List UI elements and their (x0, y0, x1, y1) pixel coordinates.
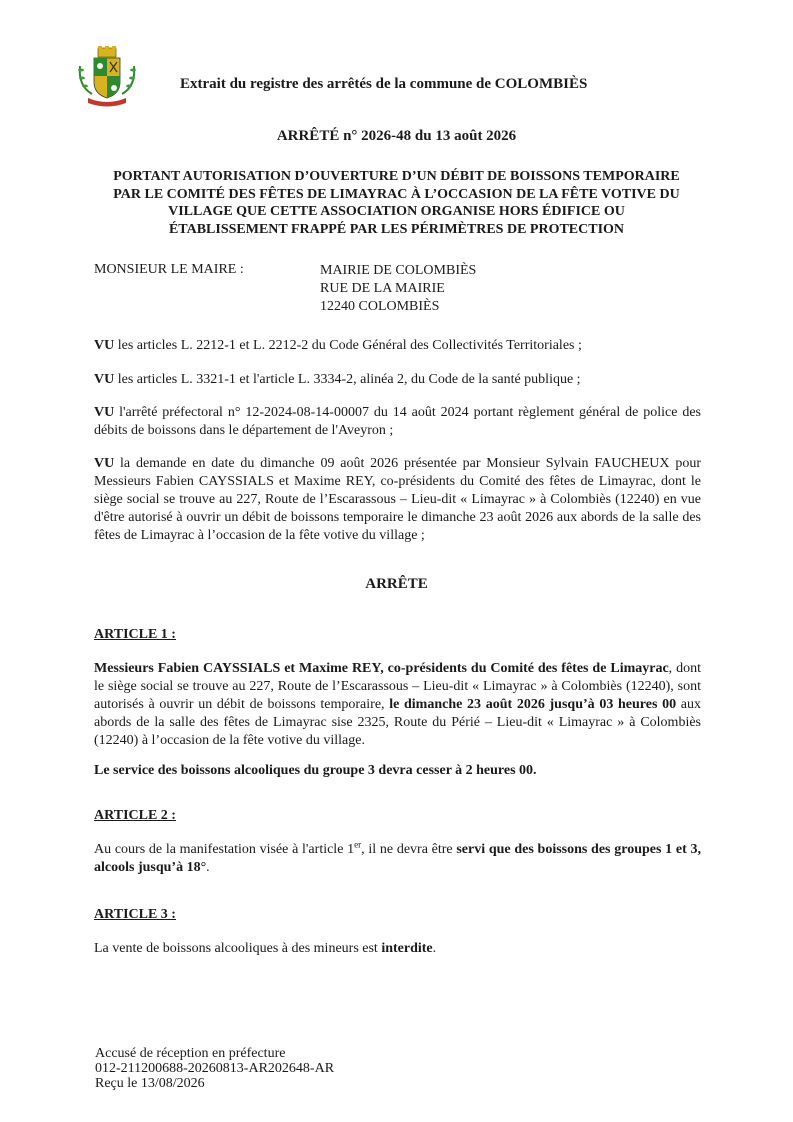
subject-line: PORTANT AUTORISATION D’OUVERTURE D’UN DÉBIT DE BOISSONS TEMPORAIRE (113, 169, 680, 184)
commune-coat-of-arms-logo (70, 46, 144, 108)
receipt-line: Accusé de réception en préfecture (95, 1046, 286, 1061)
vu-text: l'arrêté préfectoral n° 12-2024-08-14-00007 du 14 août 2024 portant règlement général de police des débits de boissons dans le département de l'Aveyron ; (94, 405, 701, 438)
vu-paragraph (94, 455, 701, 545)
vu-text: les articles L. 2212-1 et L. 2212-2 du Code Général des Collectivités Territoriales ; (114, 338, 582, 353)
article-3-heading: ARTICLE 3 : (94, 907, 176, 922)
article-2-superscript: er (354, 839, 362, 850)
receipt-line: Reçu le 13/08/2026 (95, 1076, 205, 1091)
subject-line: ÉTABLISSEMENT FRAPPÉ PAR LES PÉRIMÈTRES DE PROTECTION (168, 221, 625, 237)
article-1-heading: ARTICLE 1 : (94, 627, 176, 642)
arrete-subject (80, 168, 713, 238)
mayor-label: MONSIEUR LE MAIRE : (94, 262, 244, 277)
vu-prefix: VU (94, 405, 115, 420)
vu-paragraph (94, 337, 701, 355)
vu-text: la demande en date du dimanche 09 août 2026 présentée par Monsieur Sylvain FAUCHEUX pour Messieurs Fabien CAYSSIALS et Maxime REY, co-présidents du Comité des fêtes de Limayrac, dont le siège social se trouve au 227, Route de l’Escarassous – Lieu-dit « Limayrac » à Colombiès (12240) en vue d'être autorisé à ouvrir un débit de boissons temporaire le dimanche 23 août 2026 aux abords de la salle des fêtes de Limayrac à l’occasion de la fête votive du village ; (94, 456, 701, 543)
subject-line: PAR LE COMITÉ DES FÊTES DE LIMAYRAC À L’OCCASION DE LA FÊTE VOTIVE DU (113, 186, 680, 202)
vu-prefix: VU (94, 456, 115, 471)
article-1-body (94, 660, 701, 750)
arrete-title: ARRÊTÉ n° 2026-48 du 13 août 2026 (276, 128, 517, 144)
vu-text: les articles L. 3321-1 et l'article L. 3334-2, alinéa 2, du Code de la santé publique ; (114, 372, 581, 387)
article-1-bold-intro: Messieurs Fabien CAYSSIALS et Maxime REY, co-présidents du Comité des fêtes de Limayrac (94, 661, 669, 676)
article-2-heading: ARTICLE 2 : (94, 808, 176, 823)
address-line: MAIRIE DE COLOMBIÈS (320, 263, 477, 278)
registry-extract-heading: Extrait du registre des arrêtés de la commune de COLOMBIÈS (180, 76, 588, 92)
article-1-bold-date: le dimanche 23 août 2026 jusqu’à 03 heures 00 (389, 697, 677, 712)
article-2-text: . (206, 860, 210, 875)
article-2-bold: servi que des boissons des groupes 1 et 3, alcools jusqu’à 18° (94, 842, 701, 875)
article-3-bold: interdite (381, 941, 433, 956)
article-3-body (94, 940, 701, 958)
subject-line: VILLAGE QUE CETTE ASSOCIATION ORGANISE HORS ÉDIFICE OU (168, 204, 625, 219)
mayor-address (320, 262, 476, 316)
vu-prefix: VU (94, 338, 115, 353)
article-2-text: , il ne devra être (361, 842, 457, 857)
article-2-body (94, 841, 701, 877)
address-line: RUE DE LA MAIRIE (320, 281, 445, 296)
article-1-service-note: Le service des boissons alcooliques du groupe 3 devra cesser à 2 heures 00. (94, 763, 537, 778)
receipt-line: 012-211200688-20260813-AR202648-AR (95, 1061, 335, 1076)
article-2-text: Au cours de la manifestation visée à l'article 1 (94, 842, 355, 857)
article-1-text: aux abords de la salle des fêtes de Limayrac sise 2325, Route du Périé – Lieu-dit « Limayrac » à Colombiès (12240) à l’occasion de la fête votive du village. (94, 697, 701, 748)
vu-prefix: VU (94, 372, 115, 387)
vu-paragraph (94, 404, 701, 440)
article-3-text: La vente de boissons alcooliques à des mineurs est (94, 941, 382, 956)
prefecture-receipt (95, 1046, 334, 1091)
decides-heading: ARRÊTE (365, 576, 428, 592)
vu-paragraph (94, 371, 701, 389)
address-line: 12240 COLOMBIÈS (320, 299, 440, 314)
article-3-text: . (432, 941, 437, 956)
article-1-text: , dont le siège social se trouve au 227, Route de l’Escarassous – Lieu-dit « Limayrac » à Colombiès (12240), sont autorisés à ouvrir un débit de boissons temporaire, (94, 661, 701, 712)
